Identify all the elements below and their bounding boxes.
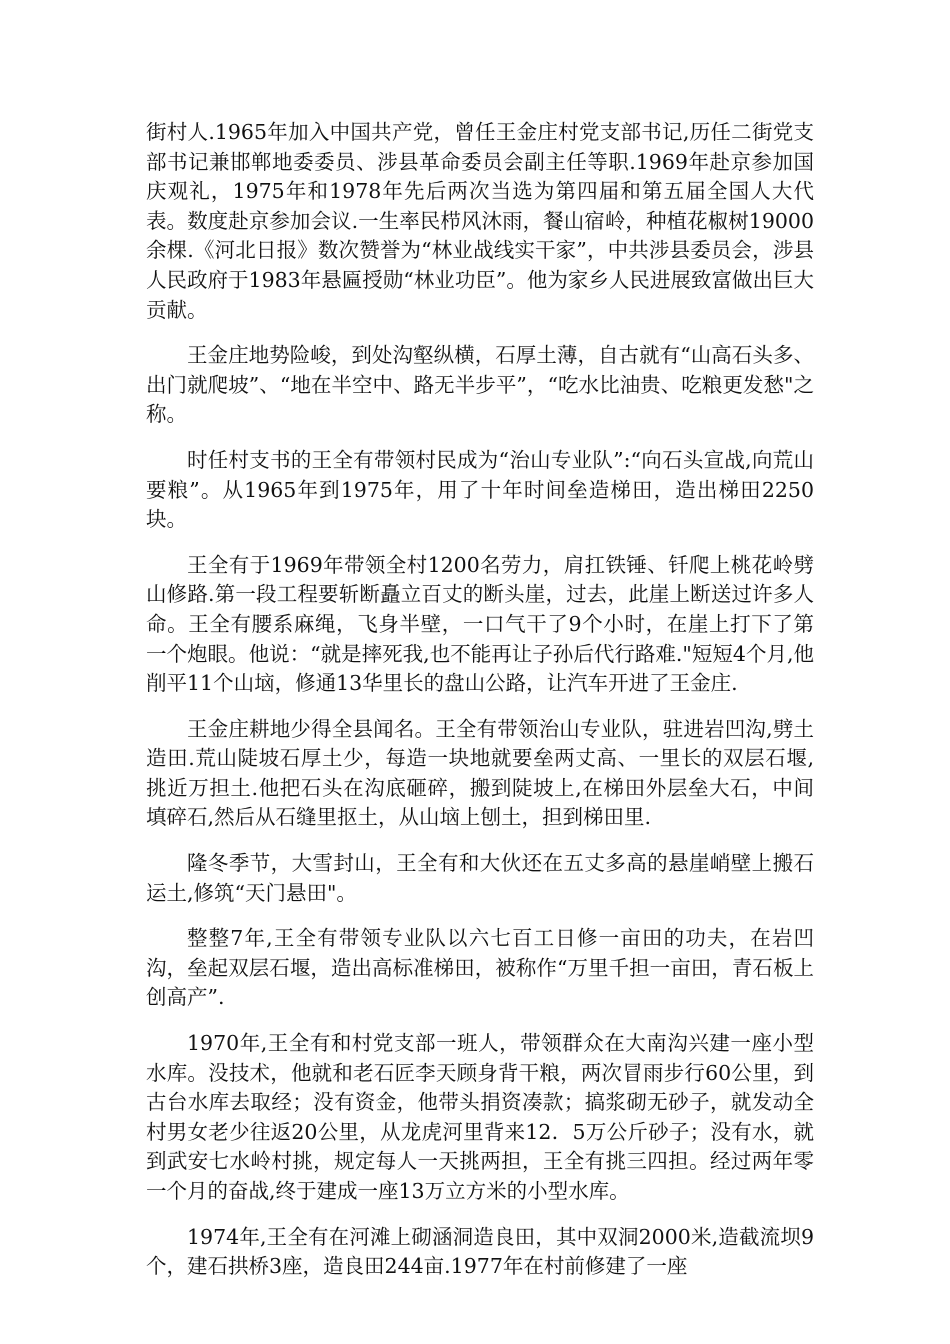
document-body	[146, 118, 814, 1298]
paragraph-7: 整整7年,王全有带领专业队以六七百工日修一亩田的功夫，在岩凹沟，垒起双层石堰，造出高标准梯田，被称作“万里千担一亩田，青石板上创高产”.	[146, 926, 814, 1010]
paragraph-1: 街村人.1965年加入中国共产党，曾任王金庄村党支部书记,历任二街党支部书记兼邯郸地委委员、涉县革命委员会副主任等职.1969年赴京参加国庆观礼，1975年和1978年先后两次当选为第四届和第五届全国人大代表。数度赴京参加会议.一生率民栉风沐雨，餐山宿岭，种植花椒树19000余棵.《河北日报》数次赞誉为“林业战线实干家”，中共涉县委员会，涉县人民政府于1983年悬匾授勋“林业功臣”。他为家乡人民进展致富做出巨大贡献。	[146, 120, 814, 322]
paragraph-6: 隆冬季节，大雪封山，王全有和大伙还在五丈多高的悬崖峭壁上搬石运土,修筑“天门悬田"。	[146, 851, 814, 905]
paragraph-2: 王金庄地势险峻，到处沟壑纵横，石厚土薄，自古就有“山高石头多、出门就爬坡”、“地在半空中、路无半步平”，“吃水比油贵、吃粮更发愁"之称。	[146, 343, 814, 427]
paragraph-4: 王全有于1969年带领全村1200名劳力，肩扛铁锤、钎爬上桃花岭劈山修路.第一段工程要斩断矗立百丈的断头崖，过去，此崖上断送过许多人命。王全有腰系麻绳，飞身半壁，一口气干了9个小时，在崖上打下了第一个炮眼。他说：“就是摔死我,也不能再让子孙后代行路难."短短4个月,他削平11个山垴，修通13华里长的盘山公路，让汽车开进了王金庄.	[146, 552, 814, 696]
paragraph-8: 1970年,王全有和村党支部一班人，带领群众在大南沟兴建一座小型水库。没技术，他就和老石匠李天顾身背干粮，两次冒雨步行60公里，到古台水库去取经；没有资金，他带头捐资凑款；搞浆砌无砂子，就发动全村男女老少往返20公里，从龙虎河里背来12．5万公斤砂子；没有水，就到武安七水岭村挑，规定每人一天挑两担，王全有挑三四担。经过两年零一个月的奋战,终于建成一座13万立方米的小型水库。	[146, 1031, 814, 1203]
paragraph-9: 1974年,王全有在河滩上砌涵洞造良田，其中双洞2000米,造截流坝9个，建石拱桥3座，造良田244亩.1977年在村前修建了一座	[146, 1224, 814, 1279]
paragraph-5: 王金庄耕地少得全县闻名。王全有带领治山专业队，驻进岩凹沟,劈土造田.荒山陡坡石厚土少，每造一块地就要垒两丈高、一里长的双层石堰,挑近万担土.他把石头在沟底砸碎，搬到陡坡上,在梯田外层垒大石，中间填碎石,然后从石缝里抠土，从山垴上刨土，担到梯田里.	[146, 716, 814, 830]
paragraph-3: 时任村支书的王全有带领村民成为“治山专业队”:“向石头宣战,向荒山要粮”。从1965年到1975年，用了十年时间垒造梯田，造出梯田2250块。	[146, 447, 814, 532]
